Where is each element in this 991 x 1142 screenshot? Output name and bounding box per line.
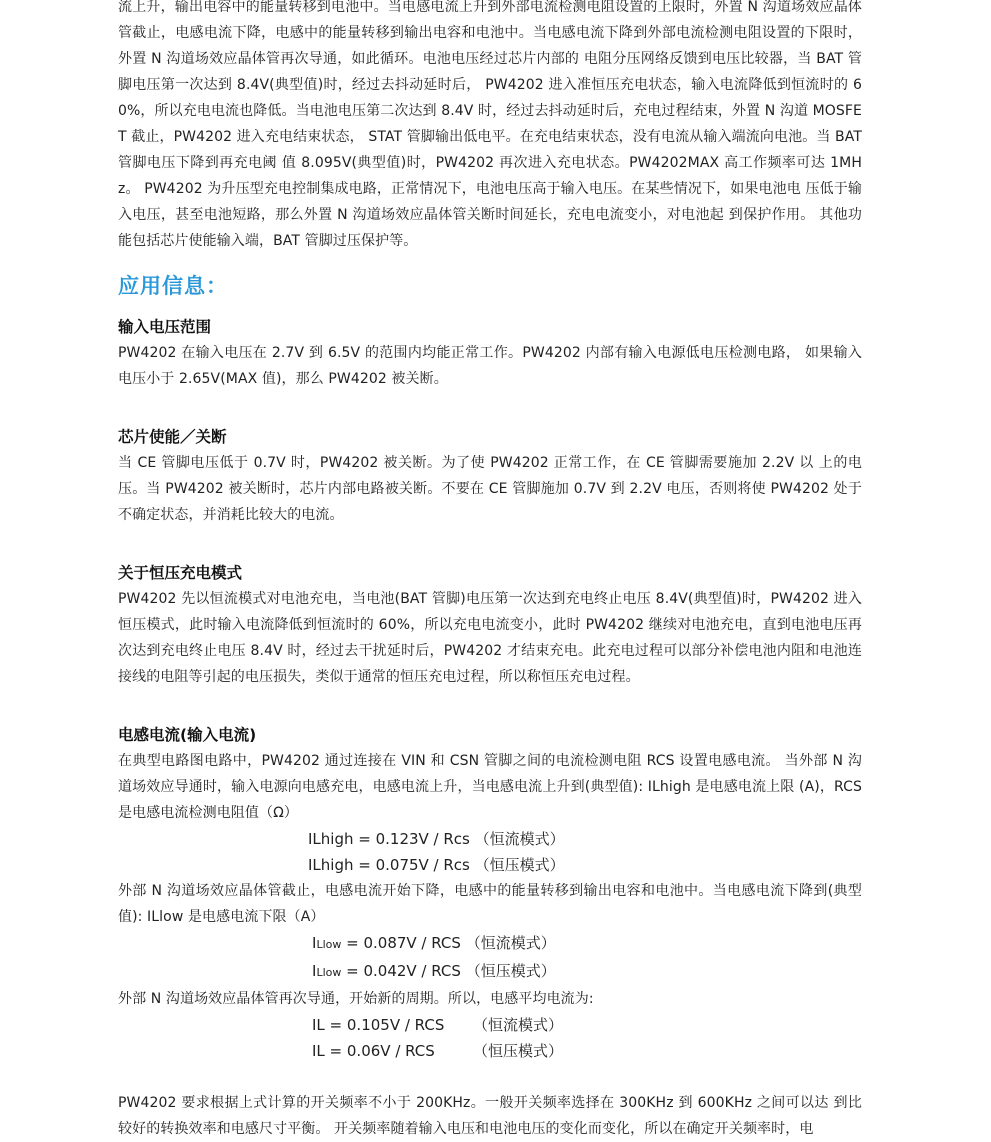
spacer <box>118 690 862 716</box>
spacer <box>118 392 862 418</box>
formula-illow-cc-expression: = 0.087V / RCS （恒流模式） <box>341 934 556 952</box>
document-page <box>118 0 862 1142</box>
formula-ilhigh-cv: ILhigh = 0.075V / Rcs （恒压模式） <box>308 856 565 874</box>
heading-input-voltage-range: 输入电压范围 <box>118 318 212 336</box>
formula-illow-cc-symbol: I <box>312 934 317 952</box>
formula-illow-cv-subscript: Llow <box>316 966 342 979</box>
formula-ilhigh-cc: ILhigh = 0.123V / Rcs （恒流模式） <box>308 830 565 848</box>
heading-cv-charge-mode: 关于恒压充电模式 <box>118 564 243 582</box>
paragraph-cv-charge-mode: PW4202 先以恒流模式对电池充电，当电池(BAT 管脚)电压第一次达到充电终止电压 8.4V(典型值)时，PW4202 进入恒压模式，此时输入电流降低到恒流时的 60%，所以充电电流变小，此时 PW4202 继续对电池充电，直到电池电压再次达到充电终止电压 8.4V 时，经过去干扰延时后，PW4202 才结束充电。此充电过程可以部分补偿电池内阻和电池连接线的电阻等引起的电压损失，类似于通常的恒压充电过程，所以称恒压充电过程。 <box>118 591 862 685</box>
heading-chip-enable: 芯片使能／关断 <box>118 428 227 446</box>
intro-paragraph: 流上升，输出电容中的能量转移到电池中。当电感电流上升到外部电流检测电阻设置的上限时，外置 N 沟道场效应晶体管截止，电感电流下降，电感中的能量转移到输出电容和电池中。当电感电流下降到外部电流检测电阻设置的下限时，外置 N 沟道场效应晶体管再次导通，如此循环。电池电压经过芯片内部的 电阻分压网络反馈到电压比较器，当 BAT 管脚电压第一次达到 8.4V(典型值)时，经过去抖动延时后， PW4202 进入准恒压充电状态，输入电流降低到恒流时的 60%，所以充电电流也降低。当电池电压第二次达到 8.4V 时，经过去抖动延时后，充电过程结束，外置 N 沟道 MOSFET 截止，PW4202 进入充电结束状态， STAT 管脚输出低电平。在充电结束状态，没有电流从输入端流向电池。当 BAT 管脚电压下降到再充电阈 值 8.095V(典型值)时，PW4202 再次进入充电状态。PW4202MAX 高工作频率可达 1MHz。 PW4202 为升压型充电控制集成电路，正常情况下，电池电压高于输入电压。在某些情况下，如果电池电 压低于输入电压，甚至电池短路，那么外置 N 沟道场效应晶体管关断时间延长，充电电流变小，对电池起 到保护作用。 其他功能包括芯片使能输入端，BAT 管脚过压保护等。 <box>118 0 862 249</box>
formula-il-avg-cv: IL = 0.06V / RCS （恒压模式） <box>312 1042 563 1060</box>
spacer <box>118 528 862 554</box>
formula-il-avg-cc: IL = 0.105V / RCS （恒流模式） <box>312 1016 563 1034</box>
formula-illow-cv-expression: = 0.042V / RCS （恒压模式） <box>341 962 556 980</box>
formula-illow-cc <box>118 930 862 958</box>
section-title-application-info: 应用信息： <box>118 274 228 298</box>
formula-illow-cv-symbol: I <box>312 962 317 980</box>
paragraph-inductor-current-intro: 在典型电路图电路中，PW4202 通过连接在 VIN 和 CSN 管脚之间的电流检测电阻 RCS 设置电感电流。 当外部 N 沟道场效应导通时，输入电源向电感充电，电感电流上升，当电感电流上升到(典型值): ILhigh 是电感电流上限 (A)，RCS 是电感电流检测电阻值（Ω） <box>118 753 862 821</box>
paragraph-inductor-current-low: 外部 N 沟道场效应晶体管截止，电感电流开始下降，电感中的能量转移到输出电容和电池中。当电感电流下降到(典型值): ILlow 是电感电流下限（A） <box>118 883 862 925</box>
formula-illow-cc-subscript: Llow <box>316 938 342 951</box>
paragraph-chip-enable: 当 CE 管脚电压低于 0.7V 时，PW4202 被关断。为了使 PW4202 正常工作，在 CE 管脚需要施加 2.2V 以 上的电压。当 PW4202 被关断时，芯片内部电路被关断。不要在 CE 管脚施加 0.7V 到 2.2V 电压，否则将使 PW4202 处于不确定状态，并消耗比较大的电流。 <box>118 455 862 523</box>
heading-inductor-current: 电感电流(输入电流) <box>118 726 257 744</box>
spacer <box>118 1064 862 1090</box>
paragraph-input-voltage-range: PW4202 在输入电压在 2.7V 到 6.5V 的范围内均能正常工作。PW4202 内部有输入电源低电压检测电路， 如果输入电压小于 2.65V(MAX 值)，那么 PW4202 被关断。 <box>118 345 862 387</box>
paragraph-inductor-current-average: 外部 N 沟道场效应晶体管再次导通，开始新的周期。所以，电感平均电流为: <box>118 991 594 1007</box>
formula-illow-cv <box>118 958 862 986</box>
paragraph-switch-frequency: PW4202 要求根据上式计算的开关频率不小于 200KHz。一般开关频率选择在 300KHz 到 600KHz 之间可以达 到比较好的转换效率和电感尺寸平衡。 开关频率随着输入电压和电池电压的变化而变化，所以在确定开关频率时，电 <box>118 1095 862 1137</box>
